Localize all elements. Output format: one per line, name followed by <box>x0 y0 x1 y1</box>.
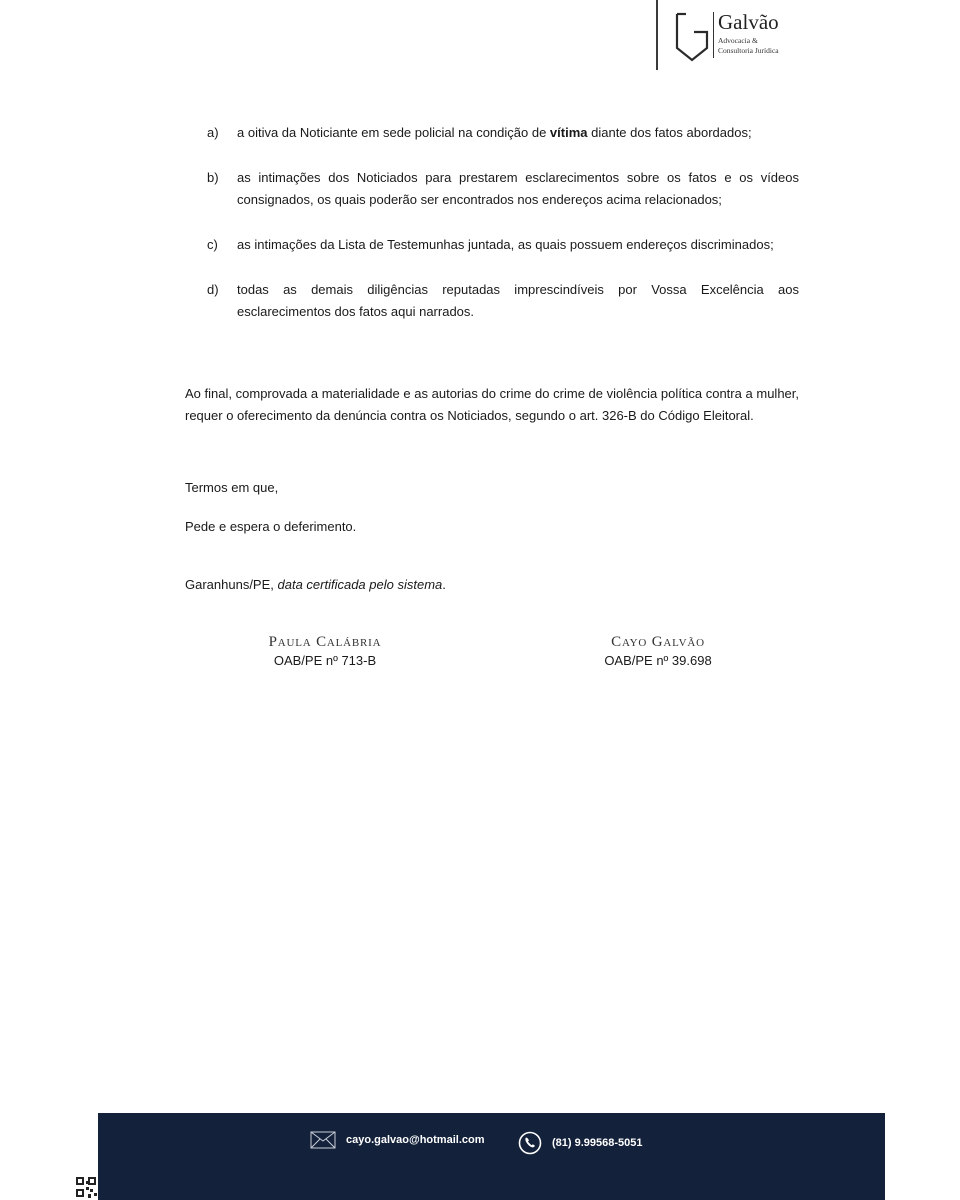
closing-paragraph: Ao final, comprovada a materialidade e as autorias do crime do crime de violência política contra a mulher, requer o oferecimento da denúncia contra os Noticiados, segundo o art. 326-B do Código Eleitoral. <box>185 386 799 423</box>
list-text: todas as demais diligências reputadas imprescindíveis por Vossa Excelência aos esclarecimentos dos fatos aqui narrados. <box>237 282 799 319</box>
brand-subtitle: Advocacia & Consultoria Jurídica <box>718 36 779 55</box>
signature-block <box>235 634 415 668</box>
signer-name: Paula Calábria <box>268 634 382 650</box>
footer-bar <box>98 1113 885 1200</box>
signer-oab: OAB/PE nº 39.698 <box>604 653 712 668</box>
list-text: as intimações da Lista de Testemunhas juntada, as quais possuem endereços discriminados; <box>237 237 774 252</box>
header-divider <box>656 0 658 70</box>
qr-code-icon <box>76 1177 98 1199</box>
list-text: as intimações dos Noticiados para prestarem esclarecimentos sobre os fatos e os vídeos consignados, os quais poderão ser encontrados nos endereços acima relacionados; <box>237 170 799 207</box>
galvao-g-logo-icon <box>674 10 710 64</box>
list-item <box>207 234 799 256</box>
signature-block <box>568 634 748 668</box>
list-marker: a) <box>207 125 219 140</box>
envelope-icon <box>310 1131 336 1149</box>
list-marker: c) <box>207 237 218 252</box>
phone-icon <box>518 1131 542 1155</box>
list-item <box>207 167 799 211</box>
signer-oab: OAB/PE nº 713-B <box>273 653 377 668</box>
requests-list <box>207 122 799 346</box>
list-marker: d) <box>207 282 219 297</box>
footer-phone <box>518 1131 643 1155</box>
place-date-line: Garanhuns/PE, data certificada pelo sistema. <box>185 577 446 592</box>
signer-name: Cayo Galvão <box>611 634 705 650</box>
list-marker: b) <box>207 170 219 185</box>
phone-text: (81) 9.99568-5051 <box>552 1137 643 1149</box>
footer-email <box>310 1131 485 1149</box>
termos-line: Termos em que, <box>185 480 279 495</box>
logo-separator <box>713 12 714 58</box>
email-text: cayo.galvao@hotmail.com <box>346 1134 485 1146</box>
list-item: a) a oitiva da Noticiante em sede policial na condição de vítima diante dos fatos abordados; <box>207 122 799 144</box>
list-item <box>207 279 799 323</box>
header-logo <box>656 0 826 72</box>
pede-line: Pede e espera o deferimento. <box>185 519 357 534</box>
brand-name: Galvão <box>718 10 779 34</box>
